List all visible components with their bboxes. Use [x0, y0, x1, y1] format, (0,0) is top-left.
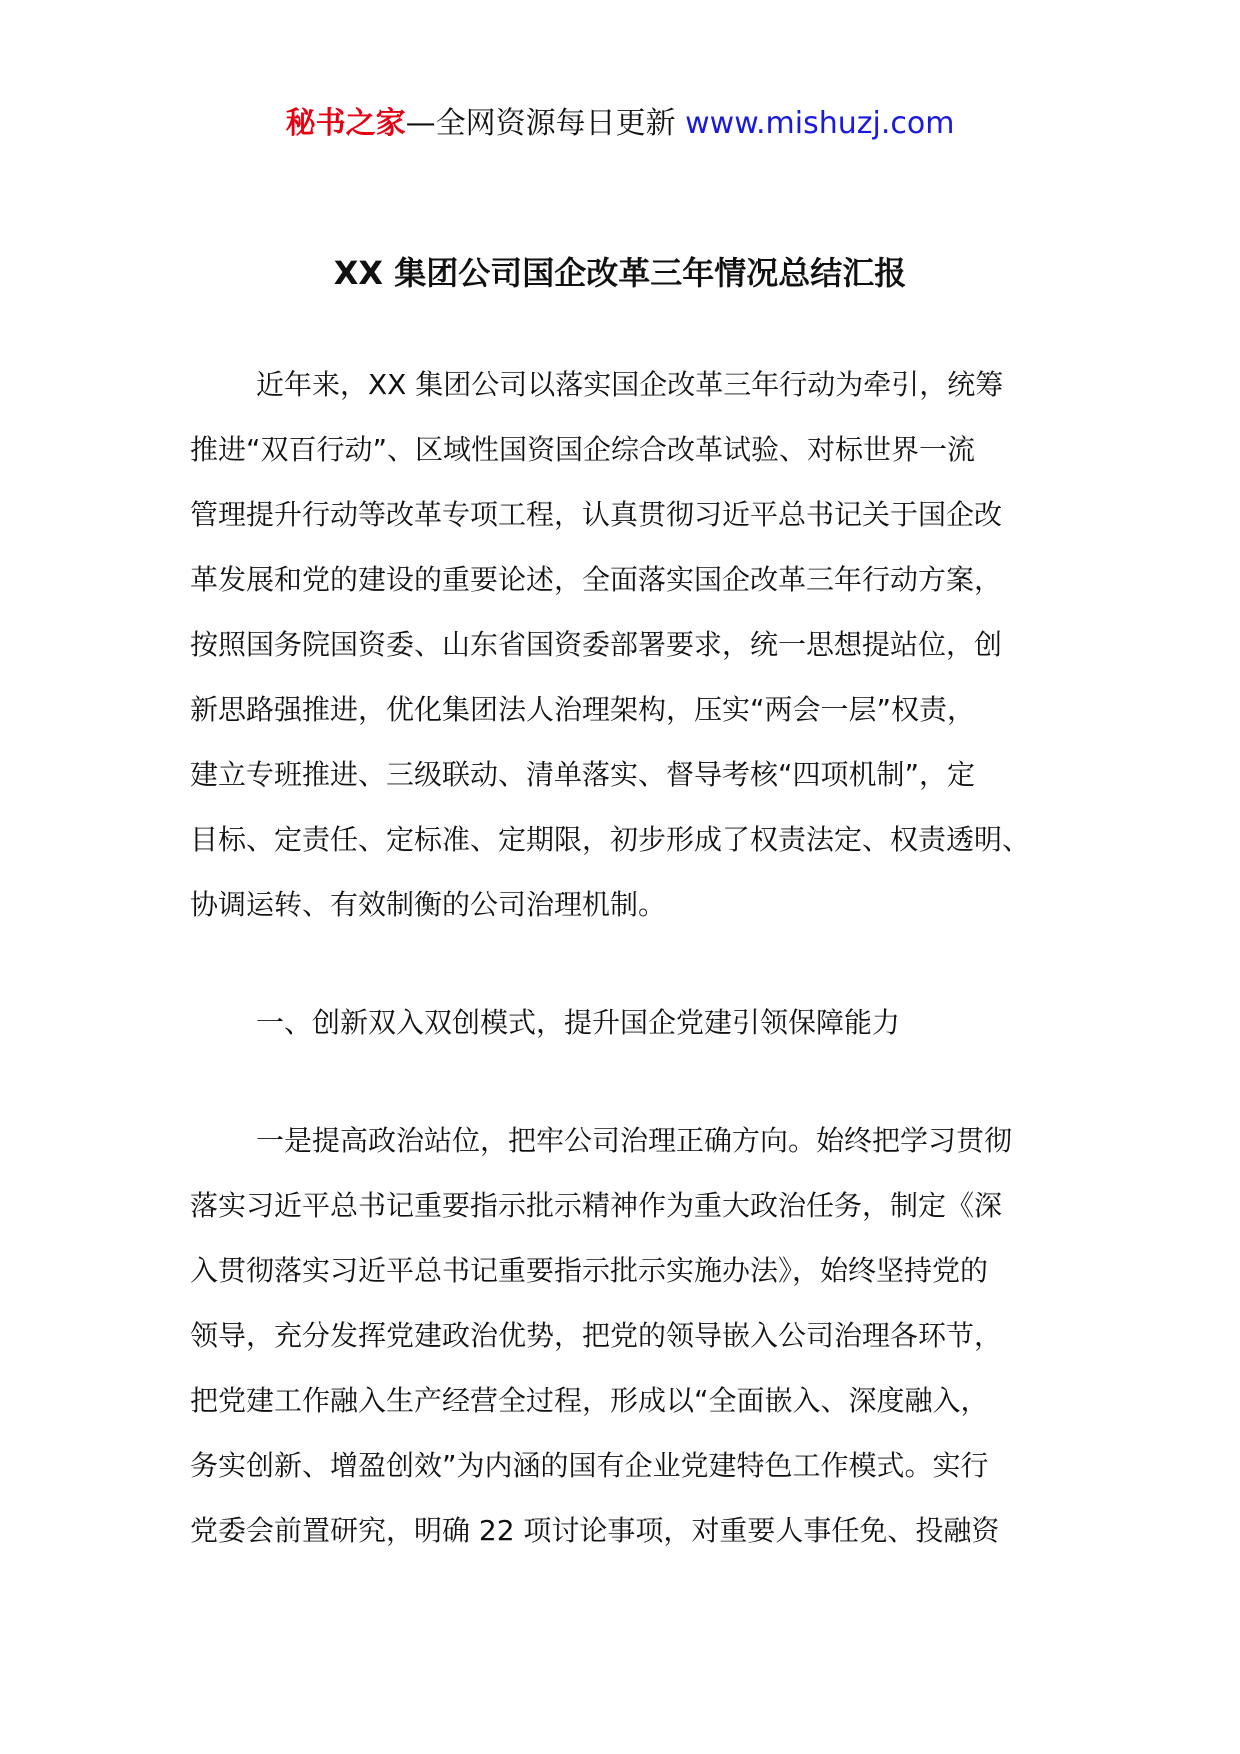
paragraph-line: 协调运转、有效制衡的公司治理机制。	[190, 888, 667, 921]
paragraph-section-1	[190, 1108, 1050, 1563]
paragraph-line: 领导，充分发挥党建政治优势，把党的领导嵌入公司治理各环节，	[190, 1319, 1003, 1352]
site-brand: 秘书之家	[285, 106, 406, 141]
paragraph-line: 党委会前置研究，明确 22 项讨论事项，对重要人事任免、投融资	[190, 1514, 1000, 1547]
paragraph-line: 目标、定责任、定标准、定期限，初步形成了权责法定、权责透明、	[190, 823, 1031, 856]
paragraph-line: 入贯彻落实习近平总书记重要指示批示实施办法》，始终坚持党的	[190, 1254, 989, 1287]
paragraph-intro	[190, 352, 1050, 937]
paragraph-line: 新思路强推进，优化集团法人治理架构，压实“两会一层”权责，	[190, 693, 976, 726]
site-header	[0, 100, 1240, 148]
paragraph-line: 推进“双百行动”、区域性国资国企综合改革试验、对标世界一流	[190, 433, 976, 466]
paragraph-line: 管理提升行动等改革专项工程，认真贯彻习近平总书记关于国企改	[190, 498, 1003, 531]
section-heading-text: 一、创新双入双创模式，提升国企党建引领保障能力	[256, 1006, 901, 1039]
site-url-link[interactable]: www.mishuzj.com	[685, 106, 955, 141]
paragraph-line: 把党建工作融入生产经营全过程，形成以“全面嵌入、深度融入，	[190, 1384, 989, 1417]
paragraph-line: 务实创新、增盈创效”为内涵的国有企业党建特色工作模式。实行	[190, 1449, 989, 1482]
paragraph-line: 落实习近平总书记重要指示批示精神作为重大政治任务，制定《深	[190, 1189, 1003, 1222]
document-title: XX 集团公司国企改革三年情况总结汇报	[333, 254, 907, 292]
paragraph-line: 革发展和党的建设的重要论述，全面落实国企改革三年行动方案，	[190, 563, 1003, 596]
paragraph-line: 按照国务院国资委、山东省国资委部署要求，统一思想提站位，创	[190, 628, 1003, 661]
site-tagline: —全网资源每日更新	[405, 106, 676, 141]
paragraph-line: 建立专班推进、三级联动、清单落实、督导考核“四项机制”，定	[190, 758, 976, 791]
paragraph-line: 一是提高政治站位，把牢公司治理正确方向。始终把学习贯彻	[256, 1124, 1013, 1157]
paragraph-line: 近年来，XX 集团公司以落实国企改革三年行动为牵引，统筹	[256, 368, 1004, 401]
section-heading-1	[190, 990, 1050, 1055]
